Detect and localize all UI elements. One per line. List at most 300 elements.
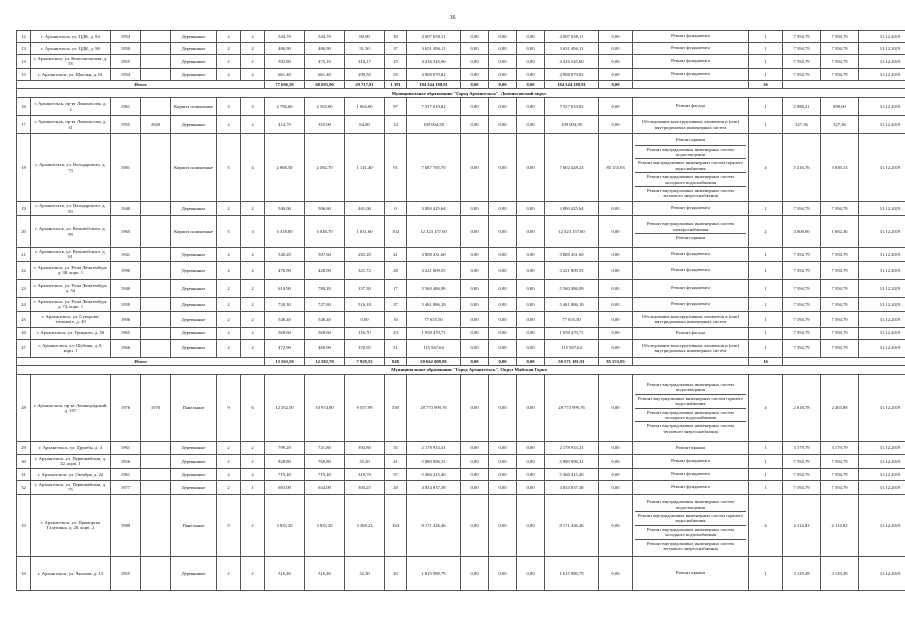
fund-local-cell: 0,00 <box>517 297 545 311</box>
floors-cell: 2 <box>217 339 241 357</box>
repair-cost-cell: 12 323 157,60 <box>407 216 461 248</box>
residents-cell: 91 <box>385 134 407 202</box>
residents-cell: 41 <box>385 248 407 262</box>
fund-local-cell: 0,00 <box>517 202 545 216</box>
fund-local-cell: 0,00 <box>517 116 545 134</box>
work-item: Ремонт фундамента <box>671 300 710 306</box>
nonresidential-area-cell: 370,95 <box>345 339 385 357</box>
year-built-cell: 1965 <box>111 216 141 248</box>
wall-material-cell: Деревянные <box>171 442 217 455</box>
year-built-cell: 1965 <box>111 327 141 339</box>
works-cell <box>633 216 749 248</box>
total-label-cell: Итого <box>17 357 265 365</box>
repair-cost-cell: 3 808 431,60 <box>407 248 461 262</box>
specific-cost-cell: 3 179,79 <box>783 442 821 455</box>
special-account-cell: 0,00 <box>599 216 633 248</box>
wall-material-cell: Деревянные <box>171 248 217 262</box>
nonresidential-area-cell: 32,30 <box>345 556 385 590</box>
special-account-cell: 0,00 <box>599 202 633 216</box>
work-item: Ремонт фундамента <box>671 284 710 290</box>
work-item: Ремонт фундамента <box>671 457 710 463</box>
works-cell <box>633 31 749 43</box>
work-item: Ремонт внутридомовых инженерных систем водоотведения <box>635 498 746 512</box>
fund-budget-cell: 0,00 <box>489 216 517 248</box>
wall-material-cell: Деревянные <box>171 297 217 311</box>
entrances-cell: 2 <box>241 442 265 455</box>
total-area-cell: 540,20 <box>265 248 305 262</box>
year-reconstruction-cell <box>141 297 171 311</box>
table-row <box>17 339 905 357</box>
total-area-total-cell: 77 696,58 <box>265 80 305 88</box>
floors-cell: 9 <box>217 494 241 556</box>
work-item: Ремонт внутридомовых инженерных систем теплового энергоснабжения <box>647 540 734 552</box>
repair-cost-cell: 7 537 019,82 <box>407 98 461 116</box>
fund-owners-cell: 4 416 545,60 <box>545 55 599 69</box>
row-number: 17 <box>17 116 31 134</box>
max-cost-cell: 7 594,79 <box>821 279 859 297</box>
table-row <box>17 494 905 556</box>
fund-local-cell: 0,00 <box>517 248 545 262</box>
specific-cost-cell: 7 594,79 <box>783 68 821 80</box>
year-built-cell: 1940 <box>111 279 141 297</box>
fund-fkr-cell: 0,00 <box>461 279 489 297</box>
total-spec-units-cell: 85 153,93 <box>599 357 633 365</box>
works-count-cell: 1 <box>749 202 783 216</box>
fund-fkr-cell: 0,00 <box>461 556 489 590</box>
year-built-cell: 1955 <box>111 55 141 69</box>
address-cell: г. Архангельск, ул. Комсомольская, д. 55 <box>31 55 111 69</box>
total-area-cell: 610,90 <box>265 279 305 297</box>
deadline-cell: 31.12.2019 <box>859 339 905 357</box>
wall-material-cell: Деревянные <box>171 480 217 494</box>
floors-cell: 2 <box>217 202 241 216</box>
total-fund-local-cell: 0,00 <box>517 357 545 365</box>
total-residents-cell: 1 391 <box>385 80 407 88</box>
year-reconstruction-cell <box>141 248 171 262</box>
entrances-cell: 2 <box>241 339 265 357</box>
fund-owners-cell: 5 560 486,99 <box>545 279 599 297</box>
deadline-cell: 31.12.2019 <box>859 68 905 80</box>
row-number: 27 <box>17 339 31 357</box>
fund-local-cell: 0,00 <box>517 68 545 80</box>
address-cell: г. Архангельск, ул. Вельмебского, д. 61 <box>31 248 111 262</box>
fund-budget-cell: 0,00 <box>489 442 517 455</box>
residential-area-cell: 428,90 <box>305 261 345 279</box>
entrances-cell: 2 <box>241 327 265 339</box>
row-number: 21 <box>17 248 31 262</box>
fund-fkr-cell: 0,00 <box>461 134 489 202</box>
total-area-cell: 548,40 <box>265 311 305 327</box>
residential-area-cell: 2 582,70 <box>305 134 345 202</box>
special-account-cell: 0,00 <box>599 98 633 116</box>
fund-budget-cell: 0,00 <box>489 279 517 297</box>
total-area-cell: 414,79 <box>265 116 305 134</box>
residential-area-cell: 10 974,80 <box>305 375 345 442</box>
deadline-cell: 31.12.2019 <box>859 31 905 43</box>
nonresidential-area-cell: 9 557,99 <box>345 375 385 442</box>
repair-cost-cell: 5 461 886,18 <box>407 297 461 311</box>
max-cost-cell: 7 594,79 <box>821 480 859 494</box>
works-cell <box>633 279 749 297</box>
row-number: 13 <box>17 43 31 55</box>
works-cell <box>633 442 749 455</box>
work-item: Ремонт фундамента <box>671 483 710 489</box>
max-cost-cell: 3 830,13 <box>821 134 859 202</box>
nonresidential-area-cell: 303,25 <box>345 480 385 494</box>
works-count-cell: 4 <box>749 375 783 442</box>
special-account-cell: 0,00 <box>599 43 633 55</box>
work-item: Ремонт фундамента <box>671 57 710 63</box>
fund-owners-cell: 5 461 886,18 <box>545 297 599 311</box>
total-cost-cell: 184 344 188,91 <box>407 80 461 88</box>
floors-cell: 2 <box>217 311 241 327</box>
fund-local-cell: 0,00 <box>517 494 545 556</box>
work-item: Ремонт внутридомовых инженерных систем горячего водоснабжения <box>635 395 746 409</box>
deadline-cell: 31.12.2019 <box>859 55 905 69</box>
year-built-cell: 1954 <box>111 31 141 43</box>
work-item: Ремонт внутридомовых инженерных систем теплового энергоснабжения <box>647 188 734 199</box>
year-reconstruction-cell <box>141 556 171 590</box>
nonresidential-area-cell: 461,00 <box>345 202 385 216</box>
row-number: 24 <box>17 297 31 311</box>
fund-owners-cell: 1 058 470,71 <box>545 327 599 339</box>
table-row <box>17 297 905 311</box>
fund-fkr-cell: 0,00 <box>461 55 489 69</box>
floors-cell: 2 <box>217 43 241 55</box>
works-count-cell: 1 <box>749 327 783 339</box>
max-cost-cell: 327,36 <box>821 116 859 134</box>
repair-cost-cell: 115 947,64 <box>407 339 461 357</box>
special-account-cell: 0,00 <box>599 248 633 262</box>
year-reconstruction-cell <box>141 216 171 248</box>
fund-budget-cell: 0,00 <box>489 98 517 116</box>
residential-area-cell: 644,00 <box>305 480 345 494</box>
total-fund-local-cell: 0,00 <box>517 80 545 88</box>
floors-cell: 5 <box>217 216 241 248</box>
repair-cost-cell: 1 615 980,79 <box>407 556 461 590</box>
work-item: Ремонт внутридомовых инженерных систем холодного водоснабжения <box>635 173 746 187</box>
total-area-cell: 3 318,80 <box>265 216 305 248</box>
fund-local-cell: 0,00 <box>517 216 545 248</box>
max-cost-cell: 2 463,89 <box>821 375 859 442</box>
wall-material-cell: Деревянные <box>171 55 217 69</box>
max-cost-cell: 7 594,79 <box>821 31 859 43</box>
total-label-cell: Итого <box>17 80 265 88</box>
fund-owners-cell: 77 655,50 <box>545 311 599 327</box>
residential-area-cell: 516,40 <box>305 556 345 590</box>
floors-cell: 2 <box>217 455 241 469</box>
residents-cell: 55 <box>385 68 407 80</box>
row-number: 29 <box>17 442 31 455</box>
max-cost-cell: 3 129,28 <box>821 556 859 590</box>
fund-fkr-cell: 0,00 <box>461 216 489 248</box>
residential-area-cell: 715,40 <box>305 468 345 480</box>
deadline-cell: 31.12.2019 <box>859 261 905 279</box>
max-cost-cell: 7 594,79 <box>821 455 859 469</box>
max-cost-cell: 7 594,79 <box>821 327 859 339</box>
works-cell <box>633 248 749 262</box>
work-item: Ремонт фундамента <box>671 470 710 476</box>
work-item: Ремонт крыши <box>676 234 705 240</box>
residents-cell: 20 <box>385 480 407 494</box>
table-row <box>17 43 905 55</box>
fund-budget-cell: 0,00 <box>489 339 517 357</box>
specific-cost-cell: 7 594,79 <box>783 468 821 480</box>
work-item: Ремонт крыши <box>635 136 746 146</box>
work-item: Ремонт фундамента <box>671 250 710 256</box>
total-area-res-cell: 12 382,70 <box>305 357 345 365</box>
nonresidential-area-cell: 321,72 <box>345 261 385 279</box>
table-row <box>17 327 905 339</box>
year-reconstruction-cell <box>141 55 171 69</box>
residents-cell: 15 <box>385 55 407 69</box>
fund-owners-cell: 5 880 096,31 <box>545 455 599 469</box>
fund-owners-cell: 7 602 428,23 <box>545 134 599 202</box>
wall-material-cell: Деревянные <box>171 261 217 279</box>
year-reconstruction-cell <box>141 68 171 80</box>
works-count-cell: 1 <box>749 261 783 279</box>
total-area-cell: 560,60 <box>265 327 305 339</box>
residential-area-cell: 780,20 <box>305 279 345 297</box>
row-number: 26 <box>17 327 31 339</box>
works-count-cell: 1 <box>749 556 783 590</box>
wall-material-cell: Деревянные <box>171 279 217 297</box>
table-row <box>17 279 905 297</box>
special-account-cell: 0,00 <box>599 297 633 311</box>
fund-fkr-cell: 0,00 <box>461 339 489 357</box>
entrances-cell: 2 <box>241 279 265 297</box>
entrances-cell: 2 <box>241 31 265 43</box>
residents-cell: 37 <box>385 297 407 311</box>
works-cell <box>633 327 749 339</box>
total-empty-cell <box>633 357 749 365</box>
fund-fkr-cell: 0,00 <box>461 311 489 327</box>
fund-local-cell: 0,00 <box>517 468 545 480</box>
year-reconstruction-cell <box>141 442 171 455</box>
total-fund-fkr-cell: 0,00 <box>461 357 489 365</box>
year-built-cell: 1981 <box>111 134 141 202</box>
repair-cost-cell: 109 004,58 <box>407 116 461 134</box>
max-cost-cell: 7 594,79 <box>821 297 859 311</box>
total-area-cell: 592,80 <box>265 55 305 69</box>
max-cost-cell: 7 594,79 <box>821 55 859 69</box>
address-cell: г. Архангельск, ул. Володарского, д. 83 <box>31 202 111 216</box>
year-reconstruction-cell <box>141 279 171 297</box>
nonresidential-area-cell: 35,20 <box>345 455 385 469</box>
wall-material-cell: Деревянные <box>171 68 217 80</box>
floors-cell: 2 <box>217 556 241 590</box>
specific-cost-cell: 4 008,00 <box>783 216 821 248</box>
fund-budget-cell: 0,00 <box>489 31 517 43</box>
works-cell <box>633 202 749 216</box>
nonresidential-area-cell: 116,70 <box>345 327 385 339</box>
work-item: Обследование конструктивных элементов и (или) внутридомовых инженерных систем <box>641 313 740 325</box>
address-cell: г. Архангельск, ул. Розы Люксембург, д. 38, корп. 1 <box>31 261 111 279</box>
nonresidential-area-cell: 265,20 <box>345 248 385 262</box>
row-number: 31 <box>17 468 31 480</box>
fund-budget-cell: 0,00 <box>489 116 517 134</box>
residential-area-cell: 661,40 <box>305 68 345 80</box>
works-count-cell: 2 <box>749 216 783 248</box>
fund-fkr-cell: 0,00 <box>461 116 489 134</box>
nonresidential-area-cell: 157,30 <box>345 279 385 297</box>
wall-material-cell: Деревянные <box>171 202 217 216</box>
works-count-cell: 1 <box>749 55 783 69</box>
special-account-cell: 0,00 <box>599 494 633 556</box>
entrances-cell: 2 <box>241 116 265 134</box>
total-area-res-cell: 68 693,90 <box>305 80 345 88</box>
entrances-cell: 2 <box>241 55 265 69</box>
residents-cell: 45 <box>385 556 407 590</box>
year-built-cell: 1961 <box>111 442 141 455</box>
works-cell <box>633 480 749 494</box>
special-account-cell: 0,00 <box>599 55 633 69</box>
specific-cost-cell: 7 594,79 <box>783 31 821 43</box>
special-account-cell: 0,00 <box>599 556 633 590</box>
fund-fkr-cell: 0,00 <box>461 43 489 55</box>
nonresidential-area-cell: 64,80 <box>345 116 385 134</box>
fund-fkr-cell: 0,00 <box>461 261 489 279</box>
work-item: Ремонт фундамента <box>671 33 710 38</box>
deadline-cell: 31.12.2019 <box>859 494 905 556</box>
total-area-cell: 516,40 <box>265 556 305 590</box>
fund-budget-cell: 0,00 <box>489 311 517 327</box>
fund-fkr-cell: 0,00 <box>461 31 489 43</box>
year-reconstruction-cell: 2020 <box>141 116 171 134</box>
specific-cost-cell: 7 594,79 <box>783 55 821 69</box>
residents-cell: 41 <box>385 455 407 469</box>
total-area-cell: 828,80 <box>265 455 305 469</box>
max-cost-cell: 2 114,83 <box>821 494 859 556</box>
wall-material-cell: Кирпич силикатные <box>171 134 217 202</box>
fund-fkr-cell: 0,00 <box>461 442 489 455</box>
specific-cost-cell: 7 594,79 <box>783 202 821 216</box>
row-number: 33 <box>17 494 31 556</box>
row-number: 12 <box>17 31 31 43</box>
special-account-cell: 0,00 <box>599 455 633 469</box>
address-cell: г. Архангельск, ул. Чкалова, д. 13 <box>31 556 111 590</box>
special-account-cell: 0,00 <box>599 31 633 43</box>
table-row <box>17 311 905 327</box>
row-number: 34 <box>17 556 31 590</box>
total-row <box>17 80 905 88</box>
works-count-cell: 1 <box>749 248 783 262</box>
work-item: Ремонт фундамента <box>671 70 710 76</box>
specific-cost-cell: 2 114,83 <box>783 494 821 556</box>
entrances-cell: 2 <box>241 248 265 262</box>
total-area-cell: 12 352,50 <box>265 375 305 442</box>
nonresidential-area-cell: 310,70 <box>345 468 385 480</box>
nonresidential-area-cell: 299,92 <box>345 68 385 80</box>
repair-cost-cell: 4 908 079,82 <box>407 68 461 80</box>
deadline-cell: 31.12.2019 <box>859 216 905 248</box>
works-cell <box>633 55 749 69</box>
repair-cost-cell: 1 058 470,71 <box>407 327 461 339</box>
works-cell <box>633 311 749 327</box>
works-cell <box>633 134 749 202</box>
work-item: Ремонт фасада <box>676 103 705 109</box>
year-reconstruction-cell <box>141 327 171 339</box>
fund-budget-cell: 0,00 <box>489 55 517 69</box>
year-built-cell: 1906 <box>111 311 141 327</box>
fund-local-cell: 0,00 <box>517 279 545 297</box>
year-reconstruction-cell <box>141 43 171 55</box>
table-row <box>17 248 905 262</box>
year-built-cell: 1956 <box>111 455 141 469</box>
year-built-cell: 1990 <box>111 261 141 279</box>
floors-cell: 2 <box>217 261 241 279</box>
total-num-cell: 16 <box>749 357 783 365</box>
wall-material-cell: Деревянные <box>171 31 217 43</box>
fund-owners-cell: 8 171 436,46 <box>545 494 599 556</box>
work-item: Ремонт внутридомовых инженерных систем электроснабжения <box>635 220 746 234</box>
residents-cell: 16 <box>385 311 407 327</box>
works-cell <box>633 468 749 480</box>
fund-fkr-cell: 0,00 <box>461 468 489 480</box>
max-cost-cell: 3 179,79 <box>821 442 859 455</box>
works-count-cell: 1 <box>749 31 783 43</box>
fund-budget-cell: 0,00 <box>489 468 517 480</box>
repair-cost-cell: 3 221 809,55 <box>407 261 461 279</box>
year-built-cell: 1954 <box>111 68 141 80</box>
entrances-cell: 2 <box>241 556 265 590</box>
deadline-cell: 31.12.2019 <box>859 480 905 494</box>
max-cost-cell: 7 594,79 <box>821 311 859 327</box>
specific-cost-cell: 7 594,79 <box>783 455 821 469</box>
residential-area-cell: 3 048,70 <box>305 216 345 248</box>
work-item: Ремонт внутридомовых инженерных систем холодного водоснабжения <box>635 409 746 423</box>
repair-cost-cell: 3 651 496,11 <box>407 43 461 55</box>
residents-cell: 164 <box>385 494 407 556</box>
entrances-cell: 2 <box>241 43 265 55</box>
specific-cost-cell: 7 594,79 <box>783 261 821 279</box>
max-cost-cell: 7 594,79 <box>821 261 859 279</box>
row-number: 22 <box>17 261 31 279</box>
nonresidential-area-cell: 1 051,60 <box>345 216 385 248</box>
deadline-cell: 31.12.2019 <box>859 98 905 116</box>
year-built-cell: 1976 <box>111 375 141 442</box>
wall-material-cell: Деревянные <box>171 455 217 469</box>
work-item: Ремонт фундамента <box>671 45 710 50</box>
work-item: Ремонт фундамента <box>671 266 710 272</box>
fund-local-cell: 0,00 <box>517 375 545 442</box>
residents-cell: 37 <box>385 43 407 55</box>
total-num-cell: 26 <box>749 80 783 88</box>
total-area-cell: 799,20 <box>265 442 305 455</box>
deadline-cell: 31.12.2019 <box>859 468 905 480</box>
work-item: Обследование конструктивных элементов и (или) внутридомовых инженерных систем <box>641 119 740 130</box>
max-cost-cell: 7 594,79 <box>821 68 859 80</box>
fund-fkr-cell: 0,00 <box>461 202 489 216</box>
year-built-cell: 1959 <box>111 297 141 311</box>
fund-local-cell: 0,00 <box>517 339 545 357</box>
residents-cell: 14 <box>385 116 407 134</box>
deadline-cell: 31.12.2019 <box>859 202 905 216</box>
fund-owners-cell: 109 004,58 <box>545 116 599 134</box>
year-reconstruction-cell <box>141 339 171 357</box>
residents-cell: 51 <box>385 339 407 357</box>
section-header-row <box>17 366 905 375</box>
residential-area-cell: 544,70 <box>305 31 345 43</box>
fund-budget-cell: 0,00 <box>489 480 517 494</box>
address-cell: г. Архангельск, ул. Приморска Галушина, д. 28, корп. 2 <box>31 494 111 556</box>
floors-cell: 2 <box>217 468 241 480</box>
address-cell: г. Архангельск, ул. Суворова/тлевского, д. 20 <box>31 311 111 327</box>
works-count-cell: 1 <box>749 311 783 327</box>
address-cell: г. Архангельск, пр-кт Ленинградский, д. 107 <box>31 375 111 442</box>
repair-cost-cell: 7 687 705,70 <box>407 134 461 202</box>
residential-area-cell: 507,60 <box>305 248 345 262</box>
